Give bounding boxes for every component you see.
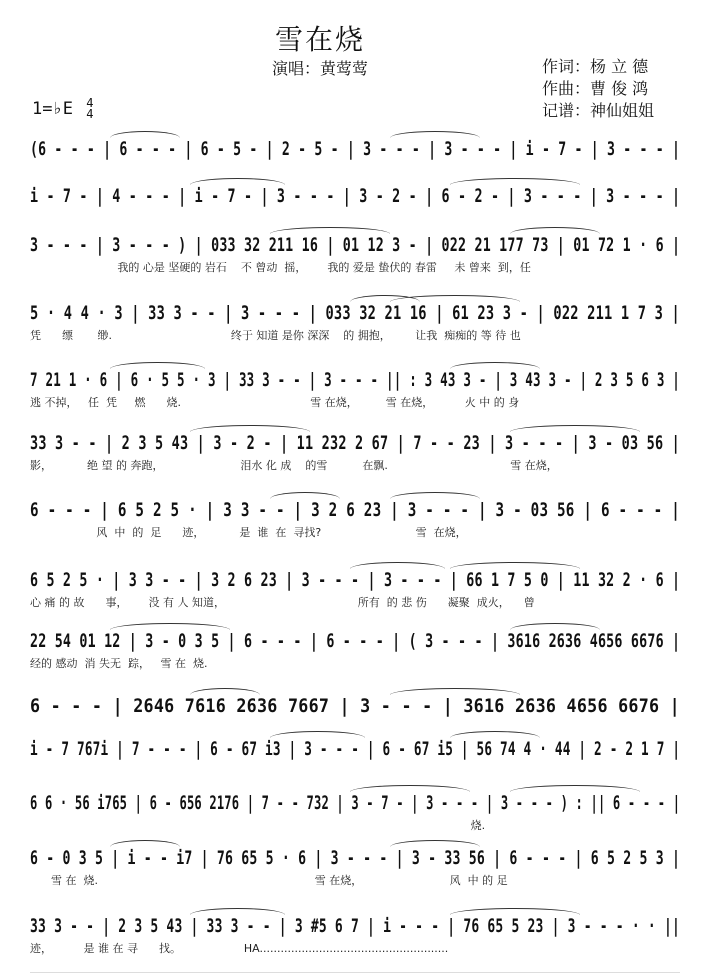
bottom-divider	[30, 972, 680, 973]
music-row	[30, 790, 680, 846]
music-row	[30, 845, 680, 901]
slur-mark	[510, 227, 600, 234]
lyric-line: 烧.	[30, 819, 486, 832]
time-signature	[86, 98, 93, 120]
notation-line: 22 54 01 12 | 3 - 0 3 5 | 6 - - - | 6 - - - | ( 3 - - - | 3616 2636 4656 6676 |	[30, 630, 680, 652]
music-row	[30, 367, 680, 423]
slur-mark	[450, 178, 580, 185]
slur-mark	[450, 908, 580, 915]
lyric-line: 我的 心是 坚硬的 岩石 不 曾动 摇， 我的 爱是 蛰伏的 春雷 未 曾来 到，任	[30, 261, 531, 274]
music-row	[30, 497, 680, 553]
slur-mark	[190, 688, 260, 695]
notation-line: 33 3 - - | 2 3 5 43 | 33 3 - - | 3 #5 6 7 | i - - - | 76 65 5 23 | 3 - - - · · ||	[30, 915, 680, 937]
notation-line: i - 7 - | 4 - - - | i - 7 - | 3 - - - | 3 - 2 - | 6 - 2 - | 3 - - - | 3 - - - |	[30, 185, 680, 207]
notation-line: 6 - - - | 6 5 2 5 · | 3 3 - - | 3 2 6 23 | 3 - - - | 3 - 03 56 | 6 - - - |	[30, 499, 680, 521]
slur-mark	[350, 785, 470, 792]
notation-line: 6 5 2 5 · | 3 3 - - | 3 2 6 23 | 3 - - - | 3 - - - | 66 1 7 5 0 | 11 32 2 · 6 |	[30, 569, 680, 591]
slur-mark	[510, 785, 640, 792]
transcriber-credit: 记谱：神仙姐姐	[542, 101, 655, 120]
slur-mark	[390, 131, 480, 138]
lyric-line: 凭 缥 缈. 终于 知道 是你 深深 的 拥抱， 让我 痴痴的 等 待 也	[30, 329, 521, 342]
music-row	[30, 913, 680, 969]
slur-mark	[450, 731, 540, 738]
slur-mark	[450, 562, 580, 569]
music-row	[30, 232, 680, 288]
lyric-line: 心 痛 的 故 事， 没 有 人 知道， 所有 的 悲 伤 凝聚 成火， 曾	[30, 596, 535, 609]
slur-mark	[390, 295, 520, 302]
slur-mark	[390, 840, 480, 847]
slur-mark	[270, 227, 390, 234]
key-signature	[32, 98, 93, 120]
lyric-line: 雪 在 烧. 雪 在烧， 风 中 的 足	[30, 874, 508, 887]
slur-mark	[110, 840, 180, 847]
notation-line: (6 - - - | 6 - - - | 6 - 5 - | 2 - 5 - | 3 - - - | 3 - - - | i - 7 - | 3 - - - |	[30, 138, 680, 160]
lyric-line: 经的 感动 消 失无 踪， 雪 在 烧.	[30, 657, 208, 670]
lyric-line: 风 中 的 足 迹， 是 谁 在 寻找? 雪 在烧，	[30, 526, 467, 539]
credits-block	[542, 56, 654, 122]
slur-mark	[350, 562, 445, 569]
notation-line: 5 · 4 4 · 3 | 33 3 - - | 3 - - - | 033 32 21 16 | 61 23 3 - | 022 211 1 7 3 |	[30, 302, 680, 324]
notation-line: 3 - - - | 3 - - - ) | 033 32 211 16 | 01 12 3 - | 022 21 177 73 | 01 72 1 · 6 |	[30, 234, 680, 256]
singer-credit: 演唱：黄莺莺	[272, 59, 369, 78]
music-row	[30, 628, 680, 684]
slur-mark	[190, 908, 285, 915]
notation-line: 6 6 · 56 i765 | 6 - 656 2176 | 7 - - 732 | 3 - 7 - | 3 - - - | 3 - - - ) : || 6 - - - |	[30, 792, 680, 814]
slur-mark	[450, 362, 540, 369]
lyric-line: 迹， 是 谁 在 寻 找。 HA......................................................	[30, 942, 449, 955]
slur-mark	[510, 425, 640, 432]
song-title: 雪在烧	[274, 23, 365, 56]
music-row	[30, 736, 680, 792]
key-label: 1=♭E	[32, 99, 73, 119]
composer-credit: 作曲：曹 俊 鸿	[542, 79, 649, 98]
lyricist-credit: 作词：杨 立 德	[542, 57, 649, 76]
notation-line: 6 - 0 3 5 | i - - i7 | 76 65 5 · 6 | 3 - - - | 3 - 33 56 | 6 - - - | 6 5 2 5 3 |	[30, 847, 680, 869]
music-row	[30, 567, 680, 623]
slur-mark	[110, 131, 180, 138]
notation-line: 6 - - - | 2646 7616 2636 7667 | 3 - - - | 3616 2636 4656 6676 |	[30, 695, 680, 717]
slur-mark	[110, 362, 205, 369]
slur-mark	[270, 492, 340, 499]
lyric-line: 逃 不掉， 任 凭 燃 烧. 雪 在烧， 雪 在烧， 火 中 的 身	[30, 396, 520, 409]
slur-mark	[510, 623, 600, 630]
notation-line: 33 3 - - | 2 3 5 43 | 3 - 2 - | 11 232 2 67 | 7 - - 23 | 3 - - - | 3 - 03 56 |	[30, 432, 680, 454]
time-signature-top: 4	[86, 96, 94, 110]
notation-line: 7 21 1 · 6 | 6 · 5 5 · 3 | 33 3 - - | 3 - - - || : 3 43 3 - | 3 43 3 - | 2 3 5 6 3 |	[30, 369, 680, 391]
time-signature-bottom: 4	[86, 107, 94, 121]
slur-mark	[110, 623, 230, 630]
notation-line: i - 7 767i | 7 - - - | 6 - 67 i3 | 3 - - - | 6 - 67 i5 | 56 74 4 · 44 | 2 - 2 1 7 |	[30, 738, 680, 760]
slur-mark	[390, 688, 520, 695]
lyric-line: 影， 绝 望 的 奔跑， 泪水 化 成 的雪 在飘. 雪 在烧，	[30, 459, 558, 472]
slur-mark	[190, 178, 285, 185]
music-row	[30, 300, 680, 356]
slur-mark	[390, 492, 480, 499]
slur-mark	[270, 731, 365, 738]
music-row	[30, 430, 680, 486]
slur-mark	[190, 425, 310, 432]
